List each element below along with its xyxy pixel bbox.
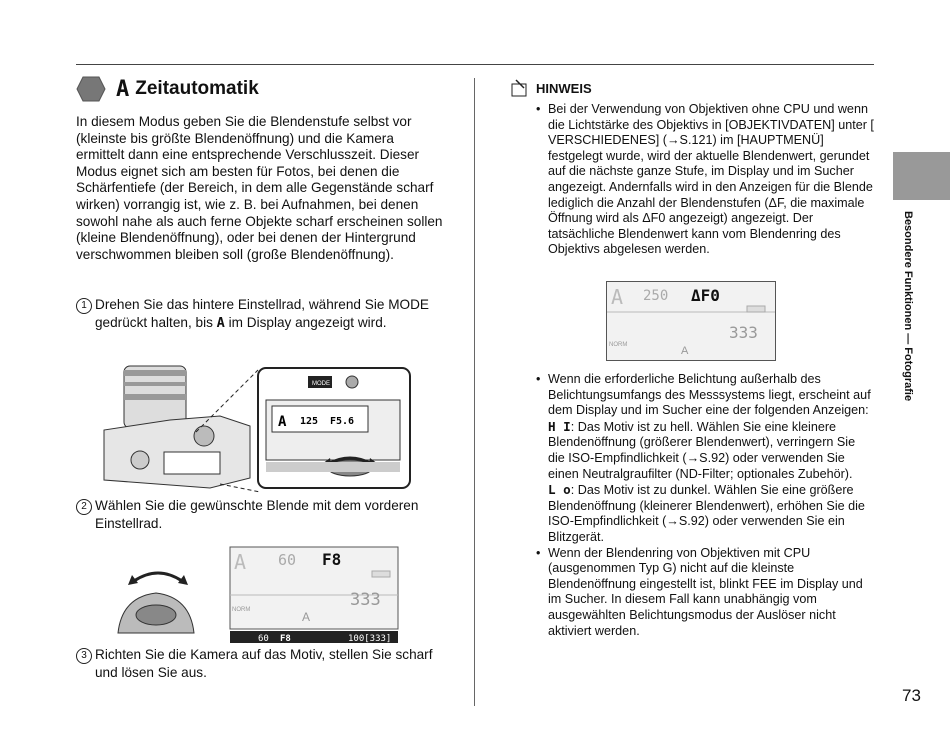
note-header: [510, 78, 592, 98]
lcd-shutter-2: 60: [278, 551, 297, 569]
top-rule: [76, 64, 874, 65]
note-bullet-2: [536, 372, 874, 639]
lcd-aperture-2: F8: [322, 550, 342, 569]
step-2: [76, 497, 448, 533]
note-title: HINWEIS: [536, 80, 592, 96]
bullet-intro: Wenn die erforderliche Belichtung außerhalb des Belichtungsumfangs des Messsystems liegt, erscheint auf dem Display und im Sucher eine der folgenden Anzeigen:: [548, 372, 871, 418]
vf-shutter: 60: [258, 634, 269, 644]
hi-glyph: H I: [548, 418, 571, 434]
step-number: 2: [76, 499, 92, 515]
vf-aperture: F8: [280, 634, 291, 644]
note-pencil-icon: [510, 78, 530, 98]
mode-glyph: A: [116, 76, 130, 102]
note-lcd-count: 333: [729, 323, 758, 342]
chapter-label: Besondere Funktionen — Fotografie: [902, 211, 914, 402]
step-text: Richten Sie die Kamera auf das Motiv, stellen Sie scharf und lösen Sie aus.: [95, 647, 433, 680]
step-number: 3: [76, 648, 92, 664]
lcd-aperture: F5.6: [330, 416, 355, 427]
step-text: Drehen Sie das hintere Einstellrad, während Sie MODE gedrückt halten, bis A im Display angezeigt wird.: [95, 297, 429, 331]
dial-lcd-illustration: [112, 545, 402, 645]
note-bullet-1: [536, 102, 874, 258]
step-number: 1: [76, 298, 92, 314]
section-title: Zeitautomatik: [135, 78, 259, 99]
mode-a-glyph: A: [216, 315, 225, 331]
lcd-mode-a-2: A: [234, 550, 247, 574]
lcd-norm-2: NORM: [232, 607, 251, 613]
step-3: [76, 646, 448, 682]
note-lcd-mode-small: A: [681, 345, 689, 357]
section-header: [76, 76, 259, 102]
lcd-shutter: 125: [300, 416, 319, 427]
lo-glyph: L o: [548, 482, 571, 498]
column-divider: [474, 78, 475, 706]
note-lcd-aperture: ΔF0: [691, 286, 720, 305]
hexagon-icon: [76, 76, 106, 102]
note-lcd: [606, 281, 776, 361]
lcd-count-2: 333: [350, 590, 381, 610]
note-lcd-norm: NORM: [609, 342, 628, 348]
mode-button-label: MODE: [312, 381, 330, 387]
bullet-text: • Bei der Verwendung von Objektiven ohne CPU und wenn die Lichtstärke des Objektivs in [OBJEKTIVDATEN] unter [ VERSCHIEDENES] (→S.121) im [HAUPTMENÜ] festgelegt wurde, wird der aktuelle Blendenwert, gerundet auf die nächste ganze Stufe, im Display und im Sucher angezeigt. Andernfalls wird in den Anzeigen für die Blende lediglich die Anzahl der Blendenstufen (ΔF, die maximale Öffnung wird als ΔF0 angezeigt) angezeigt. Der tatsächliche Blendenwert kann vom Blendenring des Objektivs abgelesen werden.: [536, 102, 874, 258]
step-text: Wählen Sie die gewünschte Blende mit dem vorderen Einstellrad.: [95, 498, 419, 531]
note-bullet-3: • Wenn der Blendenring von Objektiven mit CPU (ausgenommen Typ G) nicht auf die kleinste Blendenöffnung eingestellt ist, blinkt FEE im Display und im Sucher. In diesem Fall kann unabhängig vom ausgewählten Belichtungsmodus der Auslöser nicht aktiviert werden.: [536, 546, 874, 640]
lcd-mode-small-2: A: [302, 610, 311, 624]
step-1: [76, 296, 448, 332]
intro-paragraph: In diesem Modus geben Sie die Blendenstufe selbst vor (kleinste bis größte Blendenöffnung) und die Kamera ermittelt dann eine entsprechende Verschlusszeit. Dieser Modus eignet sich am besten für Fotos, bei denen die Schärfentiefe (der Bereich, in dem alle Gegenstände scharf wirken) vorrangig ist, wie z. B. bei Aufnahmen, bei denen sowohl nahe als auch ferne Objekte scharf erscheinen sollen (kleine Blendenöffnung), oder bei denen der Hintergrund verschwommen bleiben soll (große Blendenöffnung).: [76, 114, 443, 262]
page-number: 73: [902, 686, 921, 705]
vf-count: 100[333]: [348, 634, 392, 644]
camera-illustration: [100, 360, 416, 495]
chapter-tab: [893, 152, 950, 200]
hi-text: : Das Motiv ist zu hell. Wählen Sie eine kleinere Blendenöffnung (größerer Blendenwert), verringern Sie die ISO-Empfindlichkeit (→S.92) oder verwenden Sie einen Neutralgraufilter (ND-Filter; optionales Zubehör).: [548, 419, 856, 481]
note-lcd-shutter: 250: [643, 288, 669, 304]
lcd-mode-a: A: [278, 414, 287, 430]
lo-text: : Das Motiv ist zu dunkel. Wählen Sie eine größere Blendenöffnung (kleinerer Blendenwert), erhöhen Sie die ISO-Empfindlichkeit (→S.92) oder verwenden Sie ein Blitzgerät.: [548, 483, 865, 544]
note-lcd-mode: A: [611, 285, 624, 309]
